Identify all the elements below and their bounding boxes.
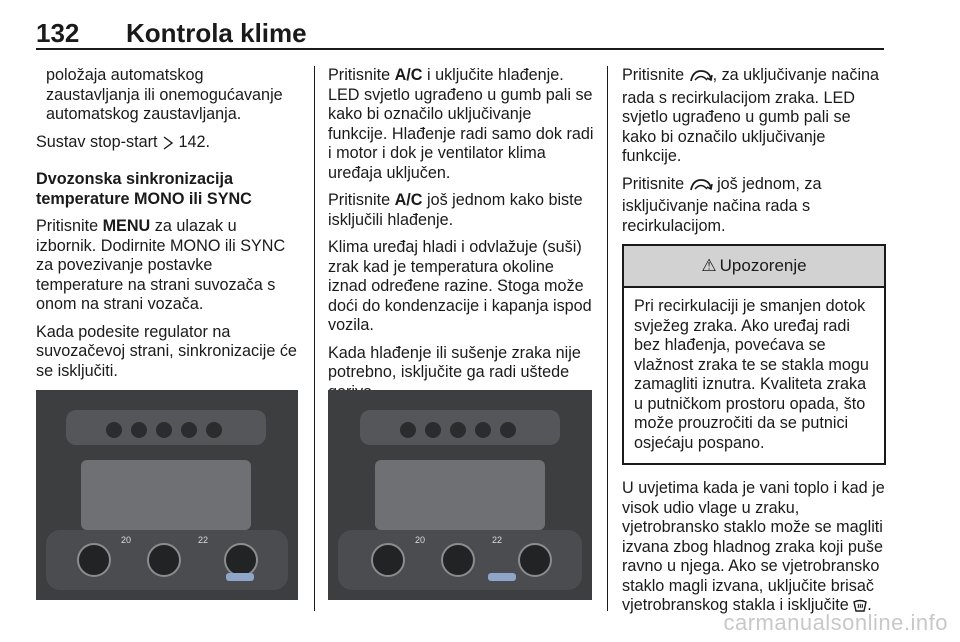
chapter-title: Kontrola klime [126,18,307,48]
ac-key: A/C [394,191,423,209]
paragraph-adjust: Kada podesite regulator na suvozačevoj strani, sinkronizacije će se isključiti. [36,322,297,380]
paragraph-windscreen: U uvjetima kada je vani toplo i kad je visok udio vlage u zraku, vjetrobransko staklo može se magliti izvana zbog hladnog zraka koji puše ravno u njega. Ako se vjetrobransko staklo magli izvana, uključite brisač vjetrobranskog stakla i isključite . [622,479,886,619]
page-number: 132 [36,18,80,48]
paragraph-fuel: Kada hlađenje ili sušenje zraka nije potrebno, isključite ga radi uštede [328,343,581,381]
paragraph-continuation: položaja automatskog zaustavljanja ili onemogućavanje automatskog zaustavljanja. [46,66,283,123]
paragraph-menu: Pritisnite MENU za ulazak u izbornik. Dodirnite MONO ili SYNC za povezivanje postavke temperature na strani suvozača s onom na strani vozača. [36,217,286,313]
warning-title: Upozorenje [719,256,807,276]
ac-key: A/C [394,66,423,84]
column-divider [314,66,315,611]
paragraph-ac-off: Pritisnite A/C još jednom kako biste isključili hlađenje. [328,191,583,229]
menu-key: MENU [102,217,151,235]
page-header [36,0,884,48]
display-temp-left: 20 [415,535,426,545]
warning-triangle-icon: ⚠ [701,256,717,276]
paragraph-stop-start-ref [36,133,301,156]
paragraph-dehumidify: Klima uređaj hladi i odvlažuje (suši) zrak kad je temperatura okoline iznad određene razine. Stoga može doći do kondenzacije i kapanja ispod vozila. [328,238,592,334]
paragraph-ac-on: Pritisnite A/C i uključite hlađenje. LED svjetlo ugrađeno u gumb pali se kako bi označilo uključivanje funkcije. Hlađenje radi samo dok radi i motor i dok je ventilator klima uređaja uključen. [328,66,594,182]
warning-header [624,246,884,288]
column-3 [622,66,886,627]
paragraph-recirc-on: Pritisnite , za uključivanje načina rada s recirkulacijom zraka. LED svjetlo ugrađeno u gumb pali se kako bi označilo uključivanje funkcije. [622,66,880,165]
heading-sync: Dvozonska sinkronizacija temperature MONO ili SYNC [36,170,252,208]
paragraph-recirc-off: Pritisnite još jednom, za isključivanje načina rada s recirkulacijom. [622,174,822,235]
display-temp-left: 20 [121,535,132,545]
column-1 [36,66,301,424]
watermark: carmanualsonline.info [723,610,948,635]
photo-climate-panel-recirculation [328,390,592,600]
ref-page-link[interactable]: 142. [178,132,210,151]
arrow-reference-icon [162,136,174,156]
warning-box [622,244,886,465]
column-divider [607,66,608,611]
air-recirculation-icon [689,69,713,89]
warning-text: Pri recirkulaciji je smanjen dotok svježeg zraka. Ako uređaj radi bez hlađenja, povećava se vlažnost zraka te se stakla mogu zamagliti iznutra. Kvaliteta zraka u putničkom prostoru opada, što može prouzročiti da se putnici osjećaju pospano. [634,297,869,452]
display-temp-right: 22 [198,535,209,545]
header-rule [36,48,884,50]
display-temp-right: 22 [492,535,503,545]
ref-text: Sustav stop-start [36,132,158,151]
photo-climate-panel-ac [36,390,298,600]
air-recirculation-icon [689,178,713,198]
